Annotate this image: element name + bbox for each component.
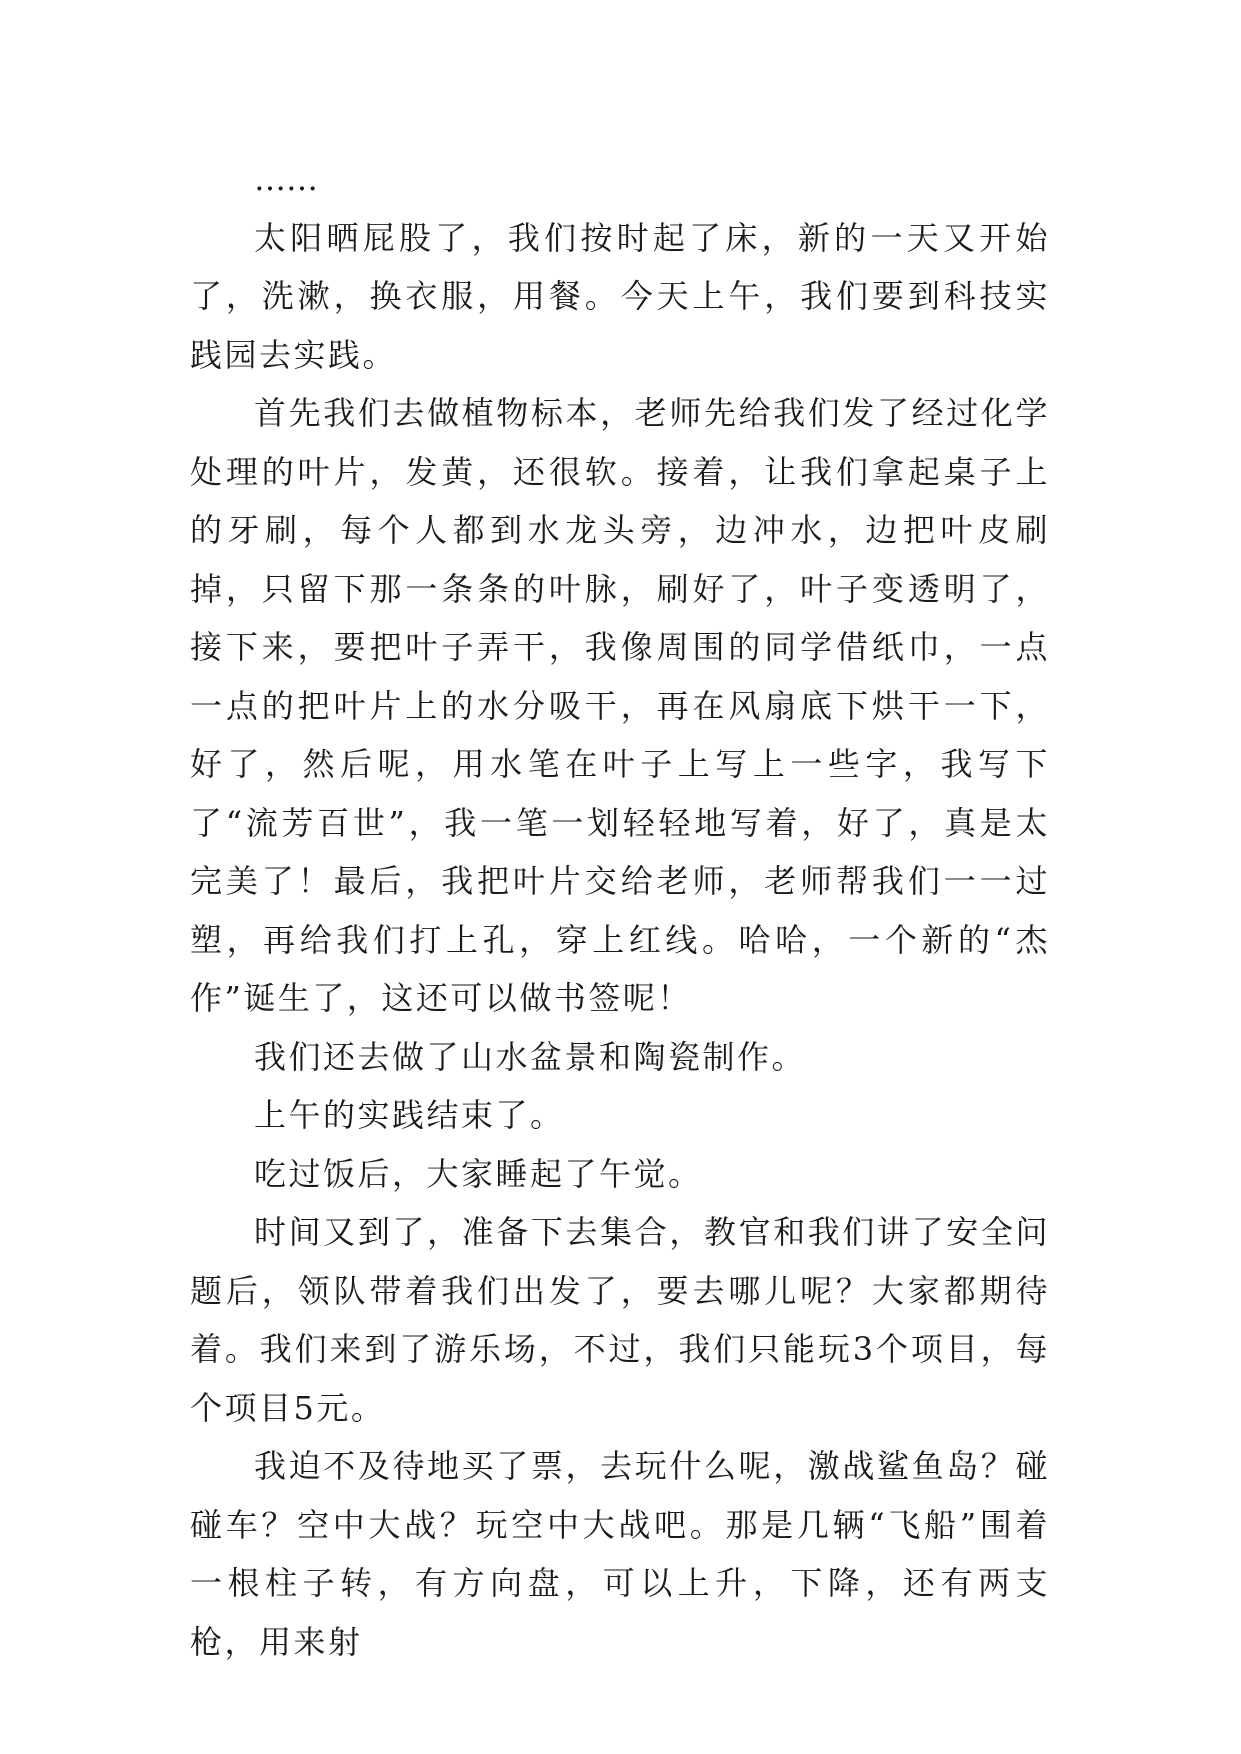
document-body <box>190 150 1050 1671</box>
paragraph-bonsai-ceramics: 我们还去做了山水盆景和陶瓷制作。 <box>254 1037 807 1076</box>
paragraph-plant-specimen: 首先我们去做植物标本，老师先给我们发了经过化学处理的叶片，发黄，还很软。接着，让我们拿起桌子上的牙刷，每个人都到水龙头旁，边冲水，边把叶皮刷掉，只留下那一条条的叶脉，刷好了，叶子变透明了，接下来，要把叶子弄干，我像周围的同学借纸巾，一点一点的把叶片上的水分吸干，再在风扇底下烘干一下，好了，然后呢，用水笔在叶子上写上一些字，我写下了“流芳百世”，我一笔一划轻轻地写着，好了，真是太完美了！最后，我把叶片交给老师，老师帮我们一一过塑，再给我们打上孔，穿上红线。哈哈，一个新的“杰作”诞生了，这还可以做书签呢！ <box>190 394 1050 1017</box>
paragraph-morning: 太阳晒屁股了，我们按时起了床，新的一天又开始了，洗漱，换衣服，用餐。今天上午，我们要到科技实践园去实践。 <box>190 218 1050 374</box>
paragraph-ellipsis: …… <box>254 160 318 198</box>
paragraph-nap: 吃过饭后，大家睡起了午觉。 <box>254 1154 703 1193</box>
paragraph-morning-end: 上午的实践结束了。 <box>254 1096 565 1134</box>
paragraph-amusement-park: 时间又到了，准备下去集合，教官和我们讲了安全问题后，领队带着我们出发了，要去哪儿呢？大家都期待着。我们来到了游乐场，不过，我们只能玩3个项目，每个项目5元。 <box>190 1213 1050 1427</box>
paragraph-air-battle: 我迫不及待地买了票，去玩什么呢，激战鲨鱼岛？碰碰车？空中大战？玩空中大战吧。那是几辆“飞船”围着一根柱子转，有方向盘，可以上升，下降，还有两支枪，用来射 <box>190 1447 1050 1661</box>
